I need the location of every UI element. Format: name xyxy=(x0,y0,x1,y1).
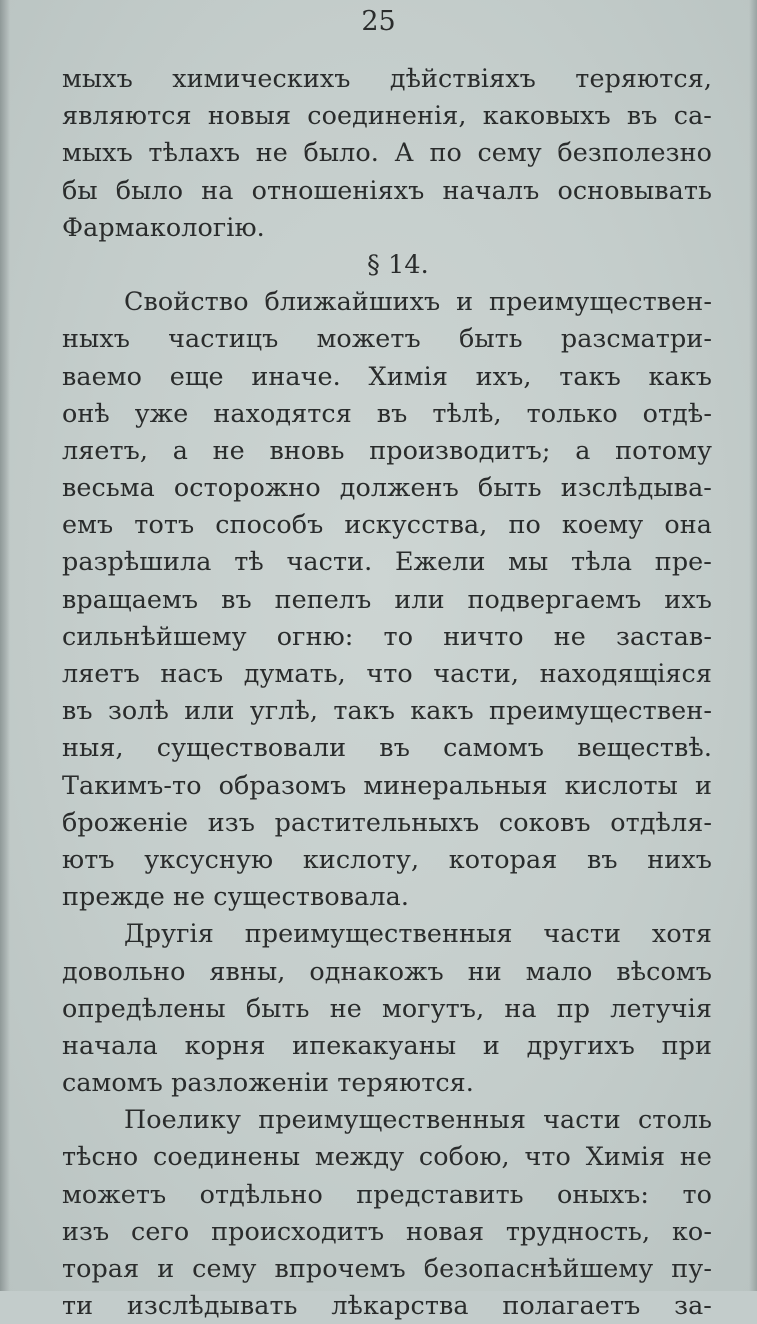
text-line: ютъ уксусную кислоту, которая въ нихъ xyxy=(62,843,712,874)
text-line: Свойство ближайшихъ и преимуществен- xyxy=(124,286,712,317)
text-line: ваемо еще иначе. Химія ихъ, такъ какъ xyxy=(62,360,712,391)
section-heading: § 14. xyxy=(367,248,429,279)
text-line: начала корня ипекакуаны и другихъ при xyxy=(62,1029,712,1060)
text-line: Фармакологію. xyxy=(62,211,265,242)
text-line: вращаемъ въ пепелъ или подвергаемъ ихъ xyxy=(62,583,712,614)
text-line: опредѣлены быть не могутъ, на пр летучія xyxy=(62,992,712,1023)
text-line: весьма осторожно долженъ быть изслѣдыва- xyxy=(62,472,712,503)
text-line: самомъ разложеніи теряются. xyxy=(62,1067,474,1098)
text-line: броженіе изъ растительныхъ соковъ отдѣля- xyxy=(62,806,712,837)
page-number: 25 xyxy=(361,6,396,37)
text-line: ныхъ частицъ можетъ быть разсматри- xyxy=(62,323,712,354)
text-line: ныя, существовали въ самомъ веществѣ. xyxy=(62,732,712,763)
text-line: Такимъ-то образомъ минеральныя кислоты и xyxy=(62,769,712,800)
text-line: прежде не существовала. xyxy=(62,881,410,912)
text-line: емъ тотъ способъ искусства, по коему она xyxy=(62,509,712,540)
text-line: бы было на отношеніяхъ началъ основывать xyxy=(62,174,712,205)
text-line: мыхъ тѣлахъ не было. А по сему безполезно xyxy=(62,137,712,168)
text-line: ти изслѣдывать лѣкарства полагаетъ за- xyxy=(62,1290,712,1321)
text-line: мыхъ химическихъ дѣйствіяхъ теряются, xyxy=(62,63,712,93)
text-line: довольно явны, однакожъ ни мало вѣсомъ xyxy=(62,955,712,986)
text-line: Поелику преимущественныя части столь xyxy=(124,1104,712,1135)
page-text xyxy=(62,60,712,1324)
text-line: онѣ уже находятся въ тѣлѣ, только отдѣ- xyxy=(62,397,712,428)
page-edge-shadow xyxy=(749,0,757,1291)
page-binding-shadow xyxy=(0,0,10,1291)
text-line: изъ сего происходитъ новая трудность, ко- xyxy=(62,1215,712,1246)
text-line: являются новыя соединенія, каковыхъ въ са- xyxy=(62,100,712,131)
text-line: въ золѣ или углѣ, такъ какъ преимуществен- xyxy=(62,695,712,726)
text-line: сильнѣйшему огню: то ничто не застав- xyxy=(62,620,712,651)
text-line: тѣсно соединены между собою, что Химія не xyxy=(62,1141,712,1172)
text-line: можетъ отдѣльно представить оныхъ: то xyxy=(62,1178,712,1209)
text-line: ляетъ, а не вновь производитъ; а потому xyxy=(62,434,712,465)
text-line: разрѣшила тѣ части. Ежели мы тѣла пре- xyxy=(62,546,712,577)
text-line: торая и сему впрочемъ безопаснѣйшему пу- xyxy=(62,1253,712,1283)
text-line: Другія преимущественныя части хотя xyxy=(124,918,712,949)
text-line: ляетъ насъ думать, что части, находящіяся xyxy=(62,658,712,688)
